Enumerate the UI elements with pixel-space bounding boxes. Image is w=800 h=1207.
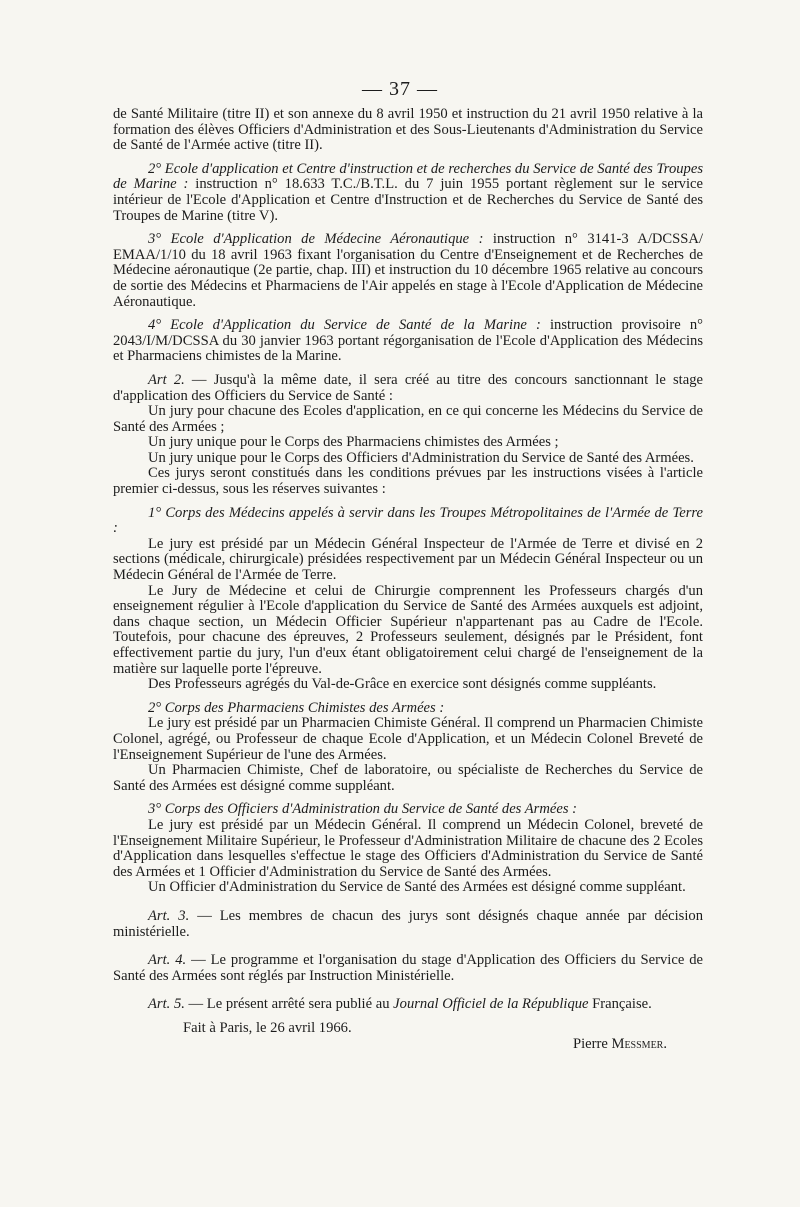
text-segment: Un jury unique pour le Corps des Officiers d'Administration du Service de Santé des Armées. [148, 449, 694, 466]
paragraph [113, 818, 703, 880]
section-heading [113, 802, 703, 818]
text-segment: 3° Corps des Officiers d'Administration du Service de Santé des Armées : [148, 801, 578, 818]
paragraph [113, 232, 703, 310]
paragraph [113, 435, 703, 451]
text-segment: de Santé Militaire (titre II) et son annexe du 8 avril 1950 et instruction du 21 avril 1950 relative à la formation des élèves Officiers d'Administration et des Sous-Lieutenants d'Administration du Service de Santé de l'Armée active (titre II). [113, 106, 703, 154]
text-segment: — Le programme et l'organisation du stage d'Application des Officiers du Service de Santé des Armées sont réglés par Instruction Ministérielle. [113, 952, 704, 984]
text-segment: 1° Corps des Médecins appelés à servir dans les Troupes Métropolitaines de l'Armée de Terre : [113, 504, 703, 537]
text-segment: Française. [588, 996, 652, 1013]
text-segment: — Jusqu'à la même date, il sera créé au titre des concours sanctionnant le stage d'application des Officiers du Service de Santé : [113, 371, 703, 404]
section-heading [113, 506, 703, 537]
document-body [113, 107, 703, 1057]
paragraph [113, 162, 703, 224]
text-segment: Un jury pour chacune des Ecoles d'application, en ce qui concerne les Médecins du Service de Santé des Armées ; [113, 403, 703, 435]
paragraph [113, 318, 703, 365]
signatory-last-name: Messmer. [611, 1035, 667, 1052]
paragraph [113, 466, 703, 497]
paragraph [113, 451, 703, 467]
paragraph [113, 584, 703, 678]
text-segment: 2° Corps des Pharmaciens Chimistes des Armées : [148, 699, 445, 716]
section-heading [113, 701, 703, 717]
text-segment: Des Professeurs agrégés du Val-de-Grâce en exercice sont désignés comme suppléants. [148, 676, 657, 693]
article-label: Art. 5. [148, 996, 185, 1013]
text-segment: instruction n° 18.633 T.C./B.T.L. du 7 juin 1955 portant règlement sur le service intérieur de l'Ecole d'Application et Centre d'Instruction et de Recherches du Service de Santé des Troupes de Marine (titre V). [113, 176, 703, 224]
paragraph [113, 107, 703, 154]
text-segment: instruction provisoire n° 2043/I/M/DCSSA du 30 janvier 1963 portant régorganisation de l'Ecole d'Application des Médecins et Pharmaciens chimistes de la Marine. [113, 317, 703, 365]
article-paragraph [113, 997, 703, 1013]
signature-block [113, 1021, 703, 1057]
paragraph [113, 677, 703, 693]
text-segment: Ces jurys seront constitués dans les conditions prévues par les instructions visées à l'article premier ci-dessus, sous les réserves suivantes : [113, 465, 703, 498]
text-segment: 3° Ecole d'Application de Médecine Aéronautique : [148, 231, 484, 248]
signatory [573, 1037, 667, 1053]
text-segment: instruction n° 3141-3 A/DCSSA/ EMAA/1/10 du 18 avril 1963 fixant l'organisation du Centre d'Enseignement et de Recherches de Médecine aéronautique (2e partie, chap. III) et instruction du 10 décembre 1965 relative au concours de sortie des Médecins et Pharmaciens de l'Air appelés en stage à l'Ecole d'Application de Médecine Aéronautique. [113, 231, 703, 310]
text-segment: Le Jury de Médecine et celui de Chirurgie comprennent les Professeurs chargés d'un enseignement régulier à l'Ecole d'application du Service de Santé des Armées auxquels est adjoint, dans chaque section, un Médecin Officier Supérieur n'appartenant pas au Cadre de l'Ecole. Toutefois, pour chacune des épreuves, 2 Professeurs seulement, désignés par le Président, font effectivement partie du jury, l'un d'eux étant obligatoirement celui chargé de l'enseignement de la matière sur laquelle porte l'épreuve. [113, 582, 703, 677]
paragraph [113, 716, 703, 763]
text-segment: Le jury est présidé par un Médecin Général Inspecteur de l'Armée de Terre et divisé en 2 sections (médicale, chirurgicale) présidées respectivement par un Médecin Général Inspecteur ou un Médecin Général de l'Armée de Terre. [113, 535, 703, 584]
text-segment: 2° Ecole d'application et Centre d'instruction et de recherches du Service de Santé des Troupes de Marine : [113, 160, 703, 193]
paragraph [113, 404, 703, 435]
article-paragraph [113, 953, 703, 984]
text-segment: — Le présent arrêté sera publié au [184, 996, 394, 1013]
paragraph [113, 880, 703, 896]
signatory-first-name: Pierre [572, 1035, 608, 1052]
paragraph [113, 763, 703, 794]
page-number: — 37 — [362, 78, 438, 100]
article-label: Art. 4. [148, 952, 187, 969]
text-segment: — Les membres de chacun des jurys sont désignés chaque année par décision ministérielle. [113, 907, 703, 940]
text-segment: Un Officier d'Administration du Service de Santé des Armées est désigné comme suppléant. [148, 879, 686, 896]
journal-title: Journal Officiel de la République [393, 996, 589, 1013]
text-segment: Le jury est présidé par un Pharmacien Chimiste Général. Il comprend un Pharmacien Chimiste Colonel, agrégé, ou Professeur de chaque Ecole d'Application, et un Médecin Colonel Breveté de l'Enseignement Supérieur de l'une des Armées. [113, 715, 703, 763]
text-segment: Un jury unique pour le Corps des Pharmaciens chimistes des Armées ; [148, 434, 559, 451]
article-paragraph [113, 909, 703, 940]
article-label: Art 2. [148, 371, 185, 388]
paragraph [113, 537, 703, 584]
article-paragraph [113, 373, 703, 404]
text-segment: Le jury est présidé par un Médecin Général. Il comprend un Médecin Colonel, breveté de l'Enseignement Militaire Supérieur, le Professeur d'Administration Militaire de chacune des 2 Ecoles d'Application dans lesquelles s'effectue le stage des Officiers d'Administration du Service de Santé des Armées et 1 Officier d'Administration du Service de Santé des Armées. [113, 816, 703, 880]
text-segment: Un Pharmacien Chimiste, Chef de laboratoire, ou spécialiste de Recherches du Service de Santé des Armées est désigné comme suppléant. [113, 762, 703, 794]
place-date: Fait à Paris, le 26 avril 1966. [183, 1019, 352, 1036]
article-label: Art. 3. [148, 907, 190, 924]
text-segment: 4° Ecole d'Application du Service de Santé de la Marine : [148, 317, 541, 334]
